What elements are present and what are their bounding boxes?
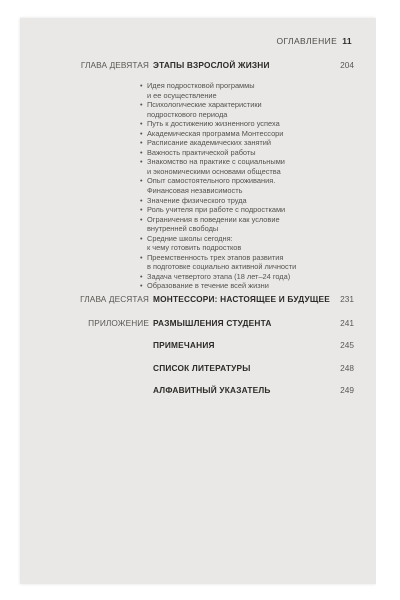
- chapter-label: ГЛАВА ДЕВЯТАЯ: [80, 60, 149, 70]
- chapter-title: РАЗМЫШЛЕНИЯ СТУДЕНТА: [153, 318, 272, 328]
- subsection-item: • Идея подростковой программы: [136, 81, 356, 91]
- subsection-item: подросткового периода: [147, 109, 228, 119]
- subsection-item: • Задача четвертого этапа (18 лет–24 года): [136, 272, 356, 282]
- book-page: [20, 18, 376, 584]
- subsection-item: • Расписание академических занятий: [136, 138, 356, 148]
- subsection-item: к чему готовить подростков: [147, 243, 242, 253]
- subsection-item: • Опыт самостоятельного проживания.: [136, 176, 356, 186]
- page-number: 249: [340, 385, 354, 395]
- subsection-item: и экономическими основами общества: [147, 166, 281, 176]
- page-number: 204: [340, 60, 354, 70]
- subsection-item: • Образование в течение всей жизни: [136, 281, 356, 291]
- subsection-item: • Путь к достижению жизненного успеха: [136, 119, 356, 129]
- subsection-item: • Значение физического труда: [136, 196, 356, 206]
- subsection-item: в подготовке социально активной личности: [147, 262, 297, 272]
- subsection-item: внутренней свободы: [147, 224, 219, 234]
- subsection-item: • Психологические характеристики: [136, 100, 356, 110]
- subsection-item: и ее осуществление: [147, 90, 217, 100]
- subsection-item: • Знакомство на практике с социальными: [136, 157, 356, 167]
- subsection-item: • Средние школы сегодня:: [136, 234, 356, 244]
- page-edge: [376, 0, 400, 600]
- subsection-item: • Академическая программа Монтессори: [136, 129, 356, 139]
- page-number: 241: [340, 318, 354, 328]
- chapter-title: ЭТАПЫ ВЗРОСЛОЙ ЖИЗНИ: [153, 60, 270, 70]
- chapter-title: СПИСОК ЛИТЕРАТУРЫ: [153, 363, 251, 373]
- page-number: 231: [340, 294, 354, 304]
- chapter-title: МОНТЕССОРИ: НАСТОЯЩЕЕ И БУДУЩЕЕ: [153, 294, 330, 304]
- running-head-title: ОГЛАВЛЕНИЕ: [276, 36, 338, 46]
- subsection-item: • Важность практической работы: [136, 148, 356, 158]
- page-number: 245: [340, 340, 354, 350]
- running-head: [276, 36, 352, 46]
- chapter-nine-subsections: [136, 81, 356, 291]
- chapter-label: ПРИЛОЖЕНИЕ: [88, 318, 149, 328]
- subsection-item: • Ограничения в поведении как условие: [136, 215, 356, 225]
- chapter-title: ПРИМЕЧАНИЯ: [153, 340, 215, 350]
- running-head-page-number: 11: [342, 36, 352, 46]
- subsection-item: • Роль учителя при работе с подростками: [136, 205, 356, 215]
- chapter-label: ГЛАВА ДЕСЯТАЯ: [80, 294, 149, 304]
- subsection-item: Финансовая независимость: [147, 186, 243, 196]
- chapter-title: АЛФАВИТНЫЙ УКАЗАТЕЛЬ: [153, 385, 271, 395]
- page-number: 248: [340, 363, 354, 373]
- subsection-item: • Преемственность трех этапов развития: [136, 253, 356, 263]
